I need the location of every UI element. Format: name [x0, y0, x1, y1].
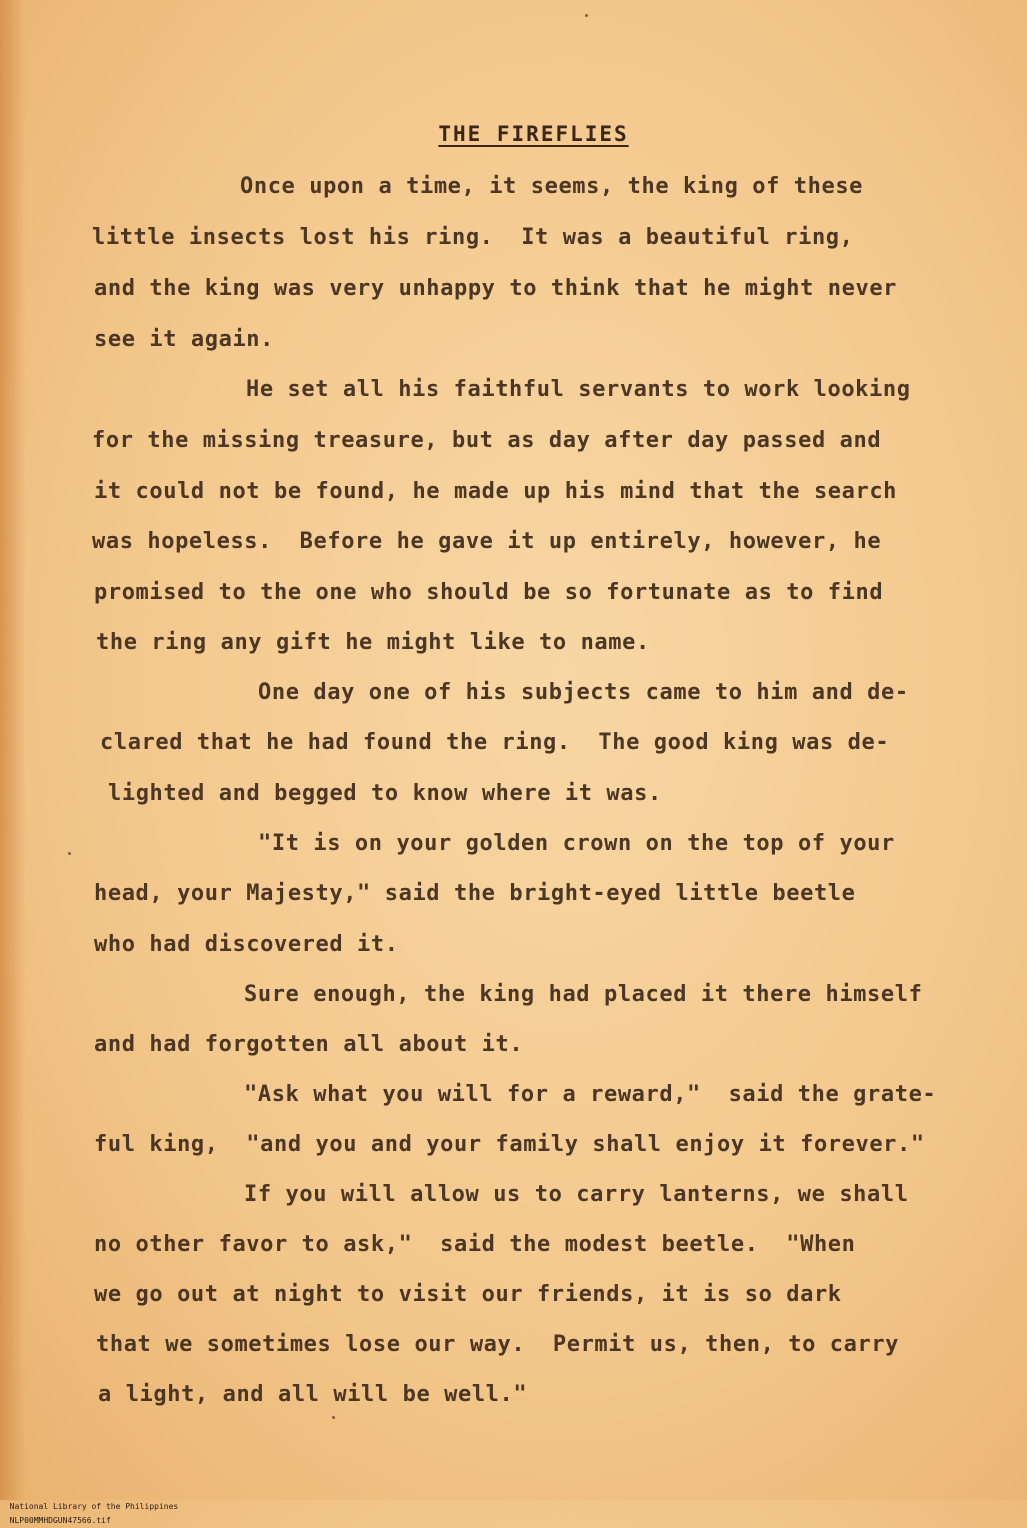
text-line: who had discovered it. [94, 932, 399, 957]
text-line: for the missing treasure, but as day after day passed and [92, 428, 882, 453]
text-line: that we sometimes lose our way. Permit us, then, to carry [96, 1332, 900, 1357]
text-line: lighted and begged to know where it was. [108, 781, 662, 806]
text-line: "Ask what you will for a reward," said the grate- [244, 1082, 937, 1107]
text-line: One day one of his subjects came to him and de- [258, 680, 909, 705]
text-line: promised to the one who should be so fortunate as to find [94, 580, 884, 605]
footer-file-id: NLP00MMHDGUN47566.tif [9, 1516, 111, 1525]
text-line: ful king, "and you and your family shall enjoy it forever." [94, 1132, 925, 1157]
text-line: He set all his faithful servants to work looking [246, 377, 911, 402]
text-line: a light, and all will be well." [98, 1382, 528, 1407]
text-line: clared that he had found the ring. The good king was de- [100, 730, 890, 755]
text-line: see it again. [94, 327, 274, 352]
paper-speck [585, 14, 588, 17]
text-line: Sure enough, the king had placed it there himself [244, 982, 923, 1007]
paper-speck [68, 852, 71, 855]
scan-footer [0, 1486, 1027, 1525]
text-line: was hopeless. Before he gave it up entirely, however, he [92, 529, 882, 554]
paper-speck [332, 1416, 335, 1419]
text-line: little insects lost his ring. It was a beautiful ring, [92, 225, 854, 250]
text-line: and the king was very unhappy to think that he might never [94, 276, 898, 301]
text-line: If you will allow us to carry lanterns, we shall [244, 1182, 909, 1207]
text-line: Once upon a time, it seems, the king of these [240, 174, 864, 199]
text-line: the ring any gift he might like to name. [96, 630, 650, 655]
page-title: THE FIREFLIES [438, 122, 629, 146]
footer-library-name: National Library of the Philippines [9, 1502, 179, 1511]
text-line: it could not be found, he made up his mind that the search [94, 479, 898, 504]
text-line: and had forgotten all about it. [94, 1032, 524, 1057]
text-line: head, your Majesty," said the bright-eyed little beetle [94, 881, 856, 906]
text-line: we go out at night to visit our friends, it is so dark [94, 1282, 842, 1307]
text-line: "It is on your golden crown on the top of your [258, 831, 895, 856]
text-line: no other favor to ask," said the modest beetle. "When [94, 1232, 856, 1257]
